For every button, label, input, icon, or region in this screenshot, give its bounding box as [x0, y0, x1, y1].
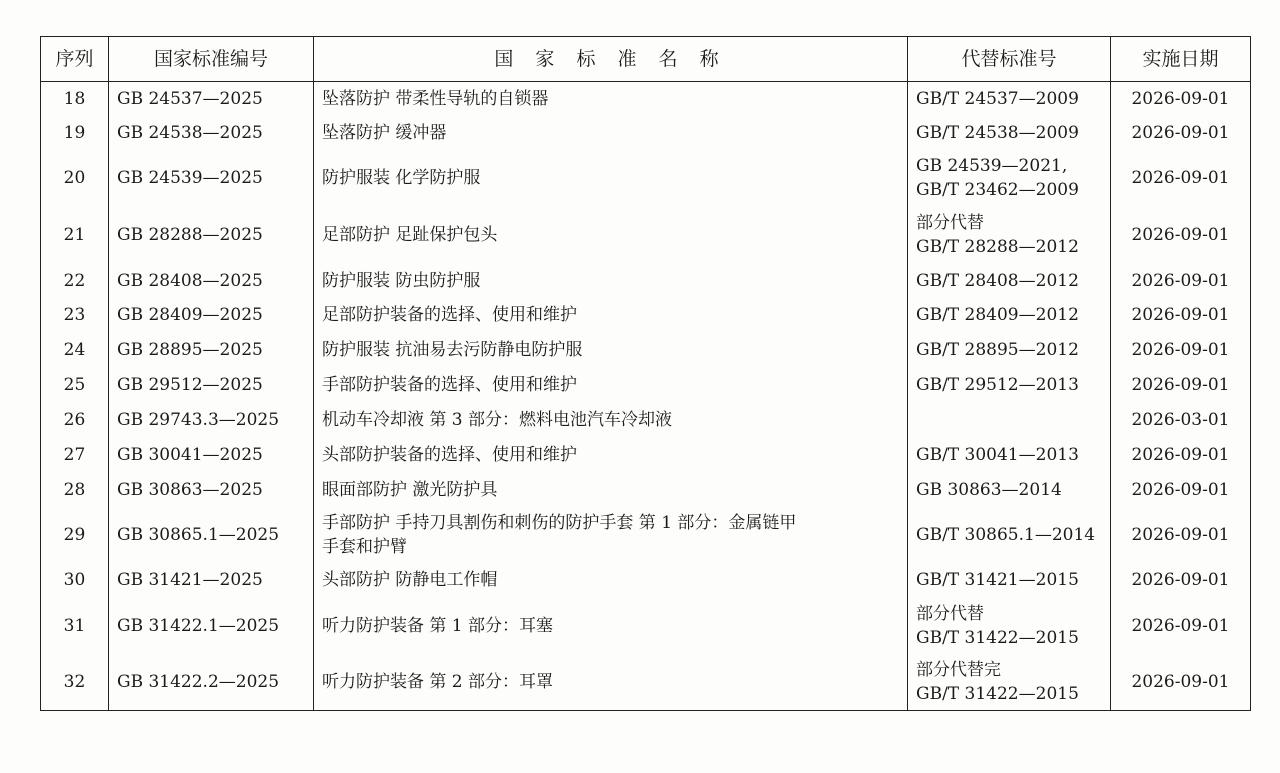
- cell-code: GB 28288—2025: [109, 206, 314, 264]
- cell-replaces: [908, 206, 1111, 264]
- cell-seq: 28: [41, 473, 109, 508]
- cell-replaces: [908, 473, 1111, 508]
- cell-code: GB 30863—2025: [109, 473, 314, 508]
- cell-name-line: 眼面部防护 激光防护具: [322, 480, 498, 500]
- cell-replaces: [908, 438, 1111, 473]
- cell-code: GB 28895—2025: [109, 333, 314, 368]
- cell-seq: 21: [41, 206, 109, 264]
- cell-replaces-line: 部分代替: [916, 603, 984, 624]
- cell-name-line: 坠落防护 带柔性导轨的自锁器: [322, 88, 549, 109]
- cell-replaces: [908, 508, 1111, 563]
- cell-name-line: 机动车冷却液 第 3 部分：燃料电池汽车冷却液: [322, 410, 673, 430]
- cell-date: 2026-09-01: [1111, 151, 1251, 206]
- cell-date: 2026-09-01: [1111, 82, 1251, 116]
- table-row: [41, 563, 1251, 598]
- cell-code: GB 31421—2025: [109, 563, 314, 598]
- cell-code: GB 31422.2—2025: [109, 654, 314, 711]
- table-row: [41, 438, 1251, 473]
- header-seq: 序列: [41, 37, 109, 82]
- cell-name-line: 足部防护 足趾保护包头: [322, 224, 498, 245]
- cell-name-line: 手部防护装备的选择、使用和维护: [322, 375, 577, 395]
- cell-replaces-line: GB/T 28288—2012: [916, 236, 1079, 257]
- table-row: [41, 403, 1251, 438]
- cell-seq: 20: [41, 151, 109, 206]
- cell-replaces-line: GB/T 24538—2009: [916, 123, 1079, 143]
- cell-name-line: 听力防护装备 第 2 部分：耳罩: [322, 671, 554, 692]
- table-header: [41, 37, 1251, 82]
- cell-name: [314, 206, 908, 264]
- cell-date: 2026-09-01: [1111, 563, 1251, 598]
- cell-code: GB 24539—2025: [109, 151, 314, 206]
- cell-name-line: 手部防护 手持刀具割伤和刺伤的防护手套 第 1 部分：金属链甲: [322, 513, 797, 533]
- cell-date: 2026-09-01: [1111, 473, 1251, 508]
- cell-replaces: [908, 82, 1111, 116]
- cell-replaces: [908, 151, 1111, 206]
- table-row: [41, 473, 1251, 508]
- cell-name-line: 听力防护装备 第 1 部分：耳塞: [322, 615, 554, 636]
- cell-code: GB 24537—2025: [109, 82, 314, 116]
- cell-name: [314, 82, 908, 116]
- cell-code: GB 28409—2025: [109, 298, 314, 333]
- cell-name-line: 坠落防护 缓冲器: [322, 123, 447, 143]
- cell-replaces: [908, 298, 1111, 333]
- cell-replaces: [908, 403, 1111, 438]
- cell-date: 2026-09-01: [1111, 598, 1251, 654]
- cell-code: GB 31422.1—2025: [109, 598, 314, 654]
- cell-replaces-line: GB/T 24537—2009: [916, 88, 1079, 109]
- cell-replaces: [908, 333, 1111, 368]
- cell-replaces-line: GB 24539—2021,: [916, 156, 1068, 176]
- cell-replaces-line: GB/T 30865.1—2014: [916, 525, 1096, 545]
- cell-name: [314, 264, 908, 298]
- cell-date: 2026-09-01: [1111, 264, 1251, 298]
- cell-seq: 29: [41, 508, 109, 563]
- cell-replaces-line: GB/T 28409—2012: [916, 305, 1079, 325]
- cell-date: 2026-09-01: [1111, 116, 1251, 151]
- cell-replaces: [908, 264, 1111, 298]
- table-row: [41, 598, 1251, 654]
- cell-date: 2026-09-01: [1111, 508, 1251, 563]
- table-row: [41, 508, 1251, 563]
- cell-date: 2026-03-01: [1111, 403, 1251, 438]
- cell-replaces: [908, 116, 1111, 151]
- cell-date: 2026-09-01: [1111, 298, 1251, 333]
- header-name: 国 家 标 准 名 称: [314, 37, 908, 82]
- cell-seq: 25: [41, 368, 109, 403]
- cell-seq: 19: [41, 116, 109, 151]
- cell-replaces-line: GB/T 28895—2012: [916, 340, 1079, 360]
- cell-seq: 31: [41, 598, 109, 654]
- cell-replaces-line: GB/T 31422—2015: [916, 627, 1079, 648]
- cell-seq: 30: [41, 563, 109, 598]
- cell-name-line: 防护服装 防虫防护服: [322, 270, 481, 291]
- cell-code: GB 30865.1—2025: [109, 508, 314, 563]
- cell-replaces: [908, 563, 1111, 598]
- table-row: [41, 264, 1251, 298]
- cell-code: GB 29512—2025: [109, 368, 314, 403]
- cell-replaces-line: GB/T 30041—2013: [916, 445, 1079, 465]
- cell-name-line: 足部防护装备的选择、使用和维护: [322, 305, 577, 325]
- table-body: [41, 82, 1251, 711]
- cell-name: [314, 333, 908, 368]
- cell-name-line: 防护服装 抗油易去污防静电防护服: [322, 340, 583, 360]
- header-replaces: 代替标准号: [908, 37, 1111, 82]
- cell-seq: 23: [41, 298, 109, 333]
- cell-replaces-line: GB/T 28408—2012: [916, 270, 1079, 291]
- cell-replaces-line: GB/T 23462—2009: [916, 180, 1079, 200]
- standards-table: [40, 36, 1251, 711]
- cell-name: [314, 298, 908, 333]
- cell-name-line: 头部防护 防静电工作帽: [322, 570, 498, 590]
- table-row: [41, 206, 1251, 264]
- header-code: 国家标准编号: [109, 37, 314, 82]
- cell-replaces-line: 部分代替: [916, 212, 984, 233]
- cell-seq: 18: [41, 82, 109, 116]
- cell-name: [314, 473, 908, 508]
- table-row: [41, 298, 1251, 333]
- cell-seq: 27: [41, 438, 109, 473]
- table-row: [41, 82, 1251, 116]
- cell-code: GB 29743.3—2025: [109, 403, 314, 438]
- cell-name-line: 头部防护装备的选择、使用和维护: [322, 445, 577, 465]
- cell-name: [314, 438, 908, 473]
- cell-name: [314, 563, 908, 598]
- table-row: [41, 333, 1251, 368]
- table-row: [41, 368, 1251, 403]
- cell-name: [314, 508, 908, 563]
- cell-replaces-line: GB/T 29512—2013: [916, 375, 1079, 395]
- cell-code: GB 24538—2025: [109, 116, 314, 151]
- table-row: [41, 116, 1251, 151]
- cell-seq: 24: [41, 333, 109, 368]
- cell-seq: 26: [41, 403, 109, 438]
- header-date: 实施日期: [1111, 37, 1251, 82]
- cell-date: 2026-09-01: [1111, 654, 1251, 711]
- cell-code: GB 28408—2025: [109, 264, 314, 298]
- cell-replaces-line: GB/T 31421—2015: [916, 570, 1079, 590]
- cell-name: [314, 151, 908, 206]
- cell-name-line: 防护服装 化学防护服: [322, 168, 481, 188]
- cell-replaces: [908, 368, 1111, 403]
- cell-name: [314, 654, 908, 711]
- cell-name: [314, 368, 908, 403]
- cell-replaces-line: 部分代替完: [916, 659, 1001, 680]
- cell-replaces-line: GB 30863—2014: [916, 480, 1062, 500]
- cell-replaces-line: GB/T 31422—2015: [916, 683, 1079, 704]
- table-row: [41, 654, 1251, 711]
- cell-name: [314, 598, 908, 654]
- cell-seq: 22: [41, 264, 109, 298]
- cell-name: [314, 403, 908, 438]
- cell-seq: 32: [41, 654, 109, 711]
- cell-name: [314, 116, 908, 151]
- cell-date: 2026-09-01: [1111, 368, 1251, 403]
- cell-date: 2026-09-01: [1111, 333, 1251, 368]
- cell-name-line: 手套和护臂: [322, 537, 407, 557]
- cell-date: 2026-09-01: [1111, 438, 1251, 473]
- cell-code: GB 30041—2025: [109, 438, 314, 473]
- cell-date: 2026-09-01: [1111, 206, 1251, 264]
- header-row: [41, 37, 1251, 82]
- cell-replaces: [908, 598, 1111, 654]
- table-row: [41, 151, 1251, 206]
- cell-replaces: [908, 654, 1111, 711]
